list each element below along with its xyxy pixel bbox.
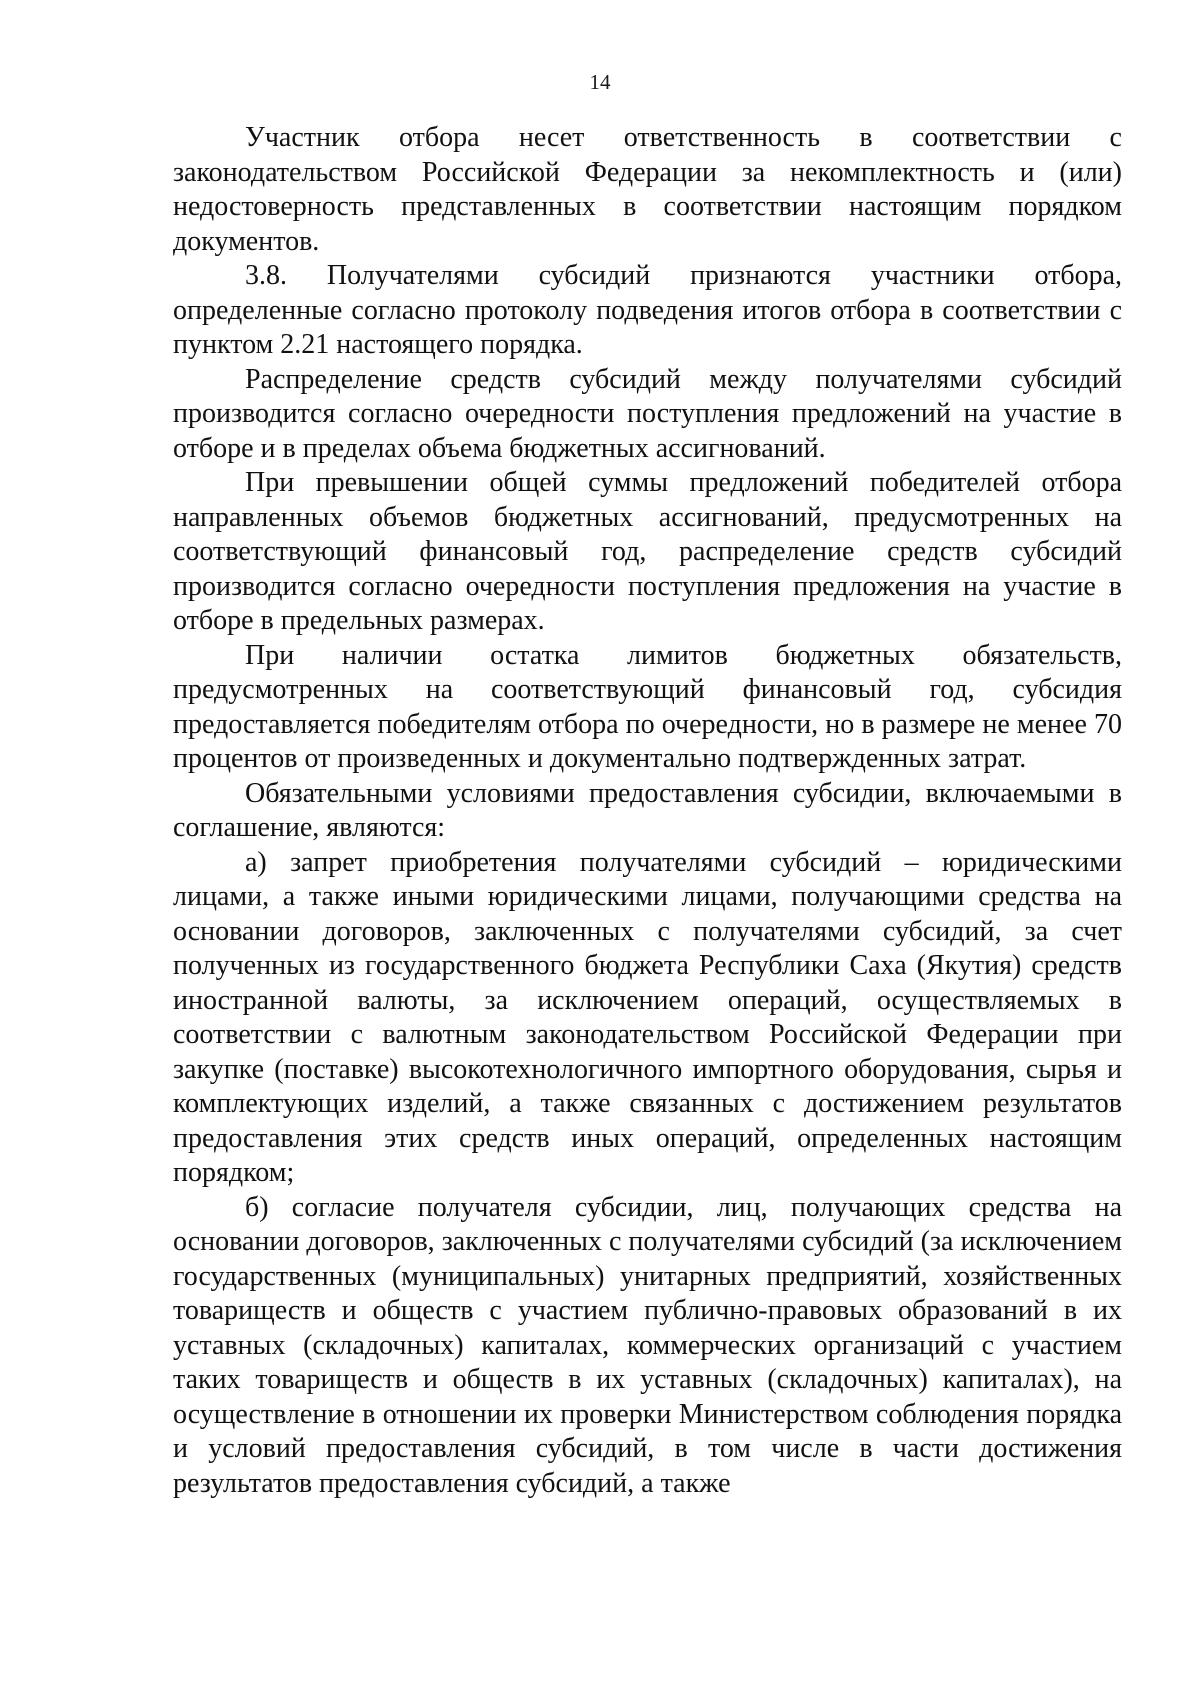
paragraph-remaining-limits: При наличии остатка лимитов бюджетных обязательств, предусмотренных на соответствующий финансовый год, субсидия предоставляется победителям отбора по очередности, но в размере не менее 70 процентов от произведенных и документально подтвержденных затрат. — [173, 639, 1122, 774]
paragraph-3-8: 3.8. Получателями субсидий признаются участники отбора, определенные согласно протоколу подведения итогов отбора в соответствии с пунктом 2.21 настоящего порядка. — [173, 260, 1122, 360]
paragraph-responsibility: Участник отбора несет ответственность в соответствии с законодательством Российской Федерации за некомплектность и (или) недостоверность представленных в соответствии настоящим порядком документов. — [173, 122, 1122, 257]
paragraph-condition-b: б) согласие получателя субсидии, лиц, получающих средства на основании договоров, заключенных с получателями субсидий (за исключением государственных (муниципальных) унитарных предприятий, хозяйственных товариществ и обществ с участием публично-правовых образований в их уставных (складочных) капиталах, коммерческих организаций с участием таких товариществ и обществ в их уставных (складочных) капиталах), на осуществление в отношении их проверки Министерством соблюдения порядка и условий предоставления субсидий, в том числе в части достижения результатов предоставления субсидий, а также — [173, 1191, 1122, 1499]
page-number: 14 — [589, 70, 611, 94]
paragraph-distribution: Распределение средств субсидий между получателями субсидий производится согласно очередности поступления предложений на участие в отборе и в пределах объема бюджетных ассигнований. — [173, 363, 1122, 464]
paragraph-excess: При превышении общей суммы предложений победителей отбора направленных объемов бюджетных ассигнований, предусмотренных на соответствующий финансовый год, распределение средств субсидий производится согласно очередности поступления предложения на участие в отборе в предельных размерах. — [173, 467, 1122, 636]
paragraph-condition-a: а) запрет приобретения получателями субсидий – юридическими лицами, а также иными юридическими лицами, получающими средства на основании договоров, заключенных с получателями субсидий, за счет полученных из государственного бюджета Республики Саха (Якутия) средств иностранной валюты, за исключением операций, осуществляемых в соответствии с валютным законодательством Российской Федерации при закупке (поставке) высокотехнологичного импортного оборудования, сырья и комплектующих изделий, а также связанных с достижением результатов предоставления этих средств иных операций, определенных настоящим порядком; — [173, 846, 1122, 1188]
paragraph-mandatory-conditions: Обязательными условиями предоставления субсидии, включаемыми в соглашение, являются: — [173, 777, 1122, 843]
document-body — [173, 121, 1122, 1501]
